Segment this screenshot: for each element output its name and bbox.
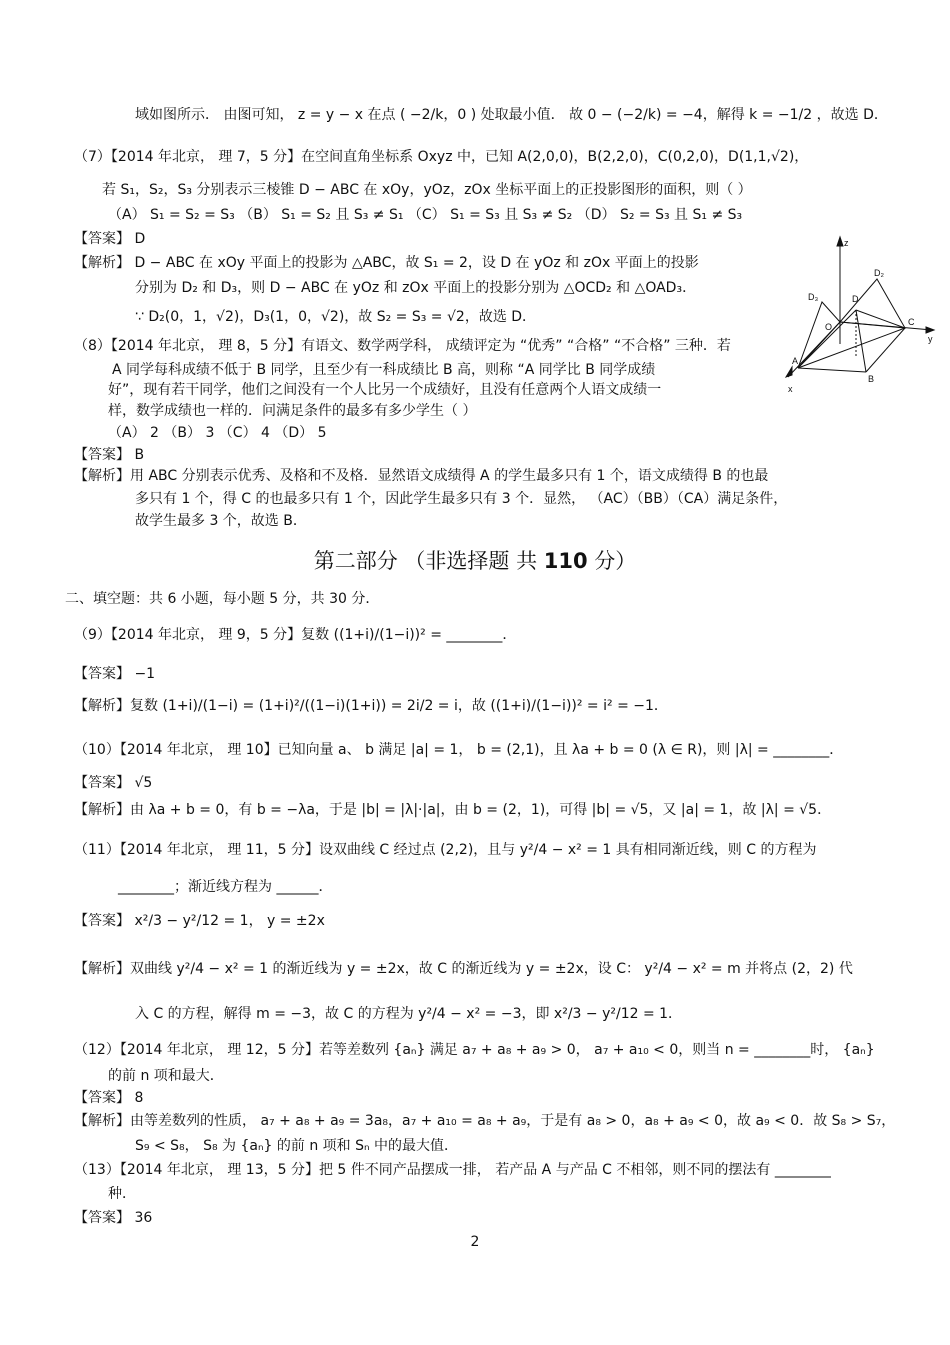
text-line: 【解析】复数 (1+i)/(1−i) = (1+i)²/((1−i)(1+i)) = 2i/2 = i，故 ((1+i)/(1−i))² = i² = −1． (74, 698, 668, 714)
text-line: （A） 2 （B） 3 （C） 4 （D） 5 (108, 425, 327, 441)
text-line: （12）【2014 年北京， 理 12，5 分】若等差数列 {aₙ} 满足 a₇ + a₈ + a₉ > 0， a₇ + a₁₀ < 0，则当 n = ________时， {aₙ} (74, 1042, 875, 1058)
text-line: 样，数学成绩也一样的．问满足条件的最多有多少学生（ ） (108, 403, 477, 419)
text-line: 二、填空题：共 6 小题，每小题 5 分，共 30 分． (65, 591, 380, 607)
text-line: （13）【2014 年北京， 理 13，5 分】把 5 件不同产品摆成一排， 若产品 A 与产品 C 不相邻，则不同的摆法有 ________ (74, 1162, 831, 1178)
text-line: （9）【2014 年北京， 理 9，5 分】复数 ((1+i)/(1−i))² = ________． (74, 627, 517, 643)
section-heading-text: 第二部分 （非选择题 共 (313, 549, 544, 573)
text-line: （7）【2014 年北京， 理 7，5 分】在空间直角坐标系 Oxyz 中，已知 A(2,0,0)，B(2,2,0)，C(0,2,0)，D(1,1,√2)， (74, 149, 809, 165)
edge-AD (798, 310, 856, 368)
projection-OCD2 (840, 279, 905, 328)
text-line: （8）【2014 年北京， 理 8，5 分】有语文、数学两学科， 成绩评定为 “优秀” “合格” “不合格” 三种．若 (74, 338, 731, 354)
projection-OAD3 (798, 302, 840, 368)
text-line: 【解析】双曲线 y²/4 − x² = 1 的渐近线为 y = ±2x，故 C 的渐近线为 y = ±2x，设 C： y²/4 − x² = m 并将点 (2，2) 代 (74, 961, 853, 977)
text-line: 【答案】 √5 (74, 775, 153, 791)
section-heading-score: 110 (543, 549, 588, 573)
text-line: （10）【2014 年北京， 理 10】已知向量 a、 b 满足 |a| = 1， b = (2,1)，且 λa + b = 0 (λ ∈ R)，则 |λ| = ________． (74, 742, 844, 758)
edge-BC (866, 328, 905, 372)
text-line: 的前 n 项和最大． (108, 1068, 224, 1084)
edge-AC (798, 328, 905, 368)
text-line: 【解析】由等差数列的性质， a₇ + a₈ + a₉ = 3a₈，a₇ + a₁₀ = a₈ + a₉，于是有 a₈ > 0，a₈ + a₉ < 0，故 a₉ < 0．故 S₈ > S₇， (74, 1113, 896, 1129)
text-line: S₉ < S₈， S₈ 为 {aₙ} 的前 n 项和 Sₙ 中的最大值． (135, 1138, 459, 1154)
y-arrow (926, 327, 934, 333)
label-O: O (825, 322, 833, 332)
text-line: 【解析】由 λa + b = 0，有 b = −λa，于是 |b| = |λ|·|a|，由 b = (2，1)，可得 |b| = √5，又 |a| = 1，故 |λ| = √5． (74, 802, 832, 818)
label-B: B (868, 374, 875, 384)
text-line: 【解析】用 ABC 分别表示优秀、及格和不及格．显然语文成绩得 A 的学生最多只有 1 个，语文成绩得 B 的也最 (74, 468, 769, 484)
pyramid-projection-figure (782, 232, 942, 397)
text-line: 好”，现有若干同学，他们之间没有一个人比另一个成绩好，且没有任意两个人语文成绩一 (108, 382, 662, 398)
text-line: 故学生最多 3 个，故选 B． (135, 513, 307, 529)
text-line: A 同学每科成绩不低于 B 同学，且至少有一科成绩比 B 高，则称 “A 同学比 B 同学成绩 (112, 362, 656, 378)
label-D: D (852, 294, 859, 304)
text-line: 【答案】 x²/3 − y²/12 = 1， y = ±2x (74, 913, 325, 929)
edge-BD (856, 310, 866, 372)
text-line: 域如图所示． 由图可知， z = y − x 在点 ( −2/k，0 ) 处取最小值． 故 0 − (−2/k) = −4，解得 k = −1/2 ，故选 D． (135, 107, 888, 123)
text-line: 【答案】 −1 (74, 666, 156, 682)
label-x: x (788, 384, 793, 394)
text-line: 【答案】 B (74, 447, 145, 463)
z-arrow (837, 237, 843, 246)
text-line: 多只有 1 个，得 C 的也最多只有 1 个，因此学生最多只有 3 个．显然， （AC）（BB）（CA）满足条件， (135, 491, 788, 507)
label-C: C (908, 317, 915, 327)
label-z: z (844, 238, 849, 248)
label-D2: D₂ (874, 268, 884, 278)
text-line: 【答案】 8 (74, 1090, 144, 1106)
text-line: 【解析】 D − ABC 在 xOy 平面上的投影为 △ABC，故 S₁ = 2，设 D 在 yOz 和 zOx 平面上的投影 (74, 255, 699, 271)
text-line: （A） S₁ = S₂ = S₃ （B） S₁ = S₂ 且 S₃ ≠ S₁ （C） S₁ = S₃ 且 S₃ ≠ S₂ （D） S₂ = S₃ 且 S₁ ≠ S₃ (108, 207, 743, 223)
page-number: 2 (470, 1234, 480, 1250)
text-line: 【答案】 36 (74, 1210, 153, 1226)
text-line: ________；渐近线方程为 ______． (118, 879, 333, 895)
text-line: 种． (108, 1186, 136, 1202)
label-y: y (928, 334, 933, 344)
text-line: 分别为 D₂ 和 D₃，则 D − ABC 在 yOz 和 zOx 平面上的投影分别为 △OCD₂ 和 △OAD₃． (135, 280, 697, 296)
label-A: A (792, 356, 799, 366)
text-line: 入 C 的方程，解得 m = −3，故 C 的方程为 y²/4 − x² = −3，即 x²/3 − y²/12 = 1． (135, 1006, 683, 1022)
text-line: 【答案】 D (74, 231, 146, 247)
text-line: ∵ D₂(0，1，√2)，D₃(1，0，√2)，故 S₂ = S₃ = √2，故选 D． (135, 309, 537, 325)
text-line: （11）【2014 年北京， 理 11，5 分】设双曲线 C 经过点 (2,2)，且与 y²/4 − x² = 1 具有相同渐近线，则 C 的方程为 (74, 842, 817, 858)
section-heading-suffix: 分） (587, 549, 637, 573)
text-line: 若 S₁，S₂，S₃ 分别表示三棱锥 D − ABC 在 xOy，yOz，zOx 坐标平面上的正投影图形的面积，则（ ） (102, 182, 752, 198)
x-arrow (786, 367, 792, 377)
edge-AB (798, 368, 866, 372)
label-D3: D₃ (808, 292, 819, 302)
section-heading (0, 547, 950, 575)
